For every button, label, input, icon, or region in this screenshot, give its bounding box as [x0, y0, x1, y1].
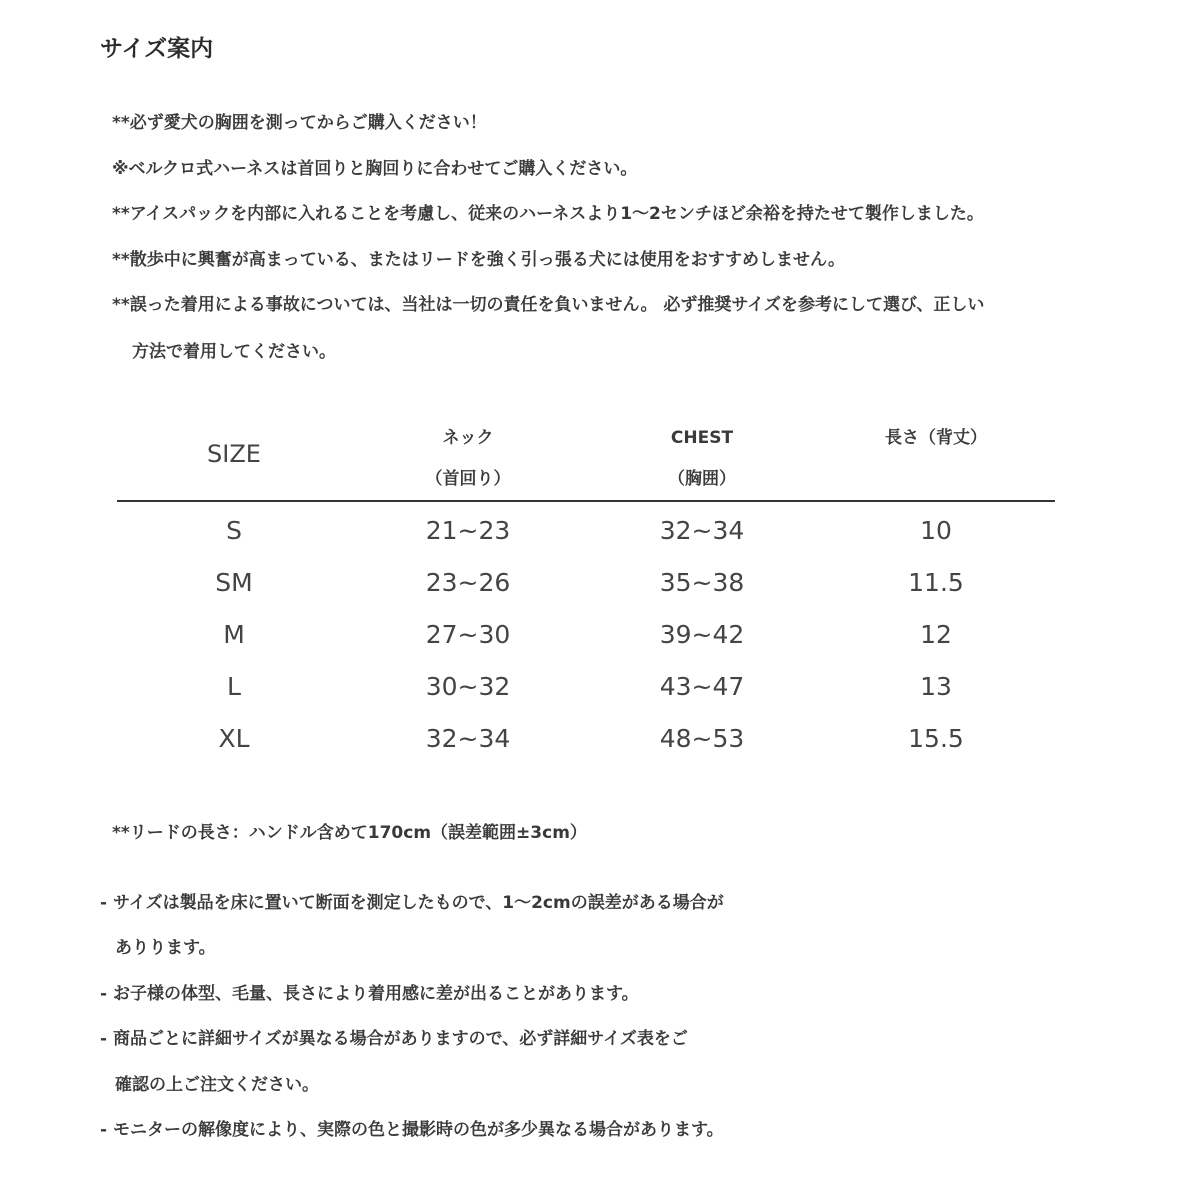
cell-size: S — [226, 515, 242, 545]
note-ice-pack: **アイスパックを内部に入れることを考慮し、従来のハーネスより1〜2センチほど余裕を持たせて製作しました。 — [112, 204, 984, 224]
cell-neck: 21~23 — [425, 515, 511, 545]
size-table-header — [117, 418, 1055, 502]
lead-length-note: **リードの長さ：ハンドル含めて170cm（誤差範囲±3cm） — [112, 823, 587, 843]
size-table-body — [117, 502, 1055, 764]
footer-note-detail-size-cont: 確認の上ご注文ください。 — [115, 1075, 319, 1095]
footer-note-detail-size: - 商品ごとに詳細サイズが異なる場合がありますので、必ず詳細サイズ表をご — [100, 1029, 688, 1049]
cell-chest: 43~47 — [659, 671, 745, 701]
header-size: SIZE — [207, 440, 261, 468]
header-chest-label: CHEST — [670, 428, 734, 448]
cell-size: M — [223, 619, 245, 649]
table-row — [117, 504, 1055, 556]
table-row — [117, 660, 1055, 712]
footer-note-measurement: - サイズは製品を床に置いて断面を測定したもので、1〜2cmの誤差がある場合が — [100, 893, 724, 913]
header-neck-sub: （首回り） — [425, 469, 511, 489]
cell-neck: 30~32 — [425, 671, 511, 701]
cell-neck: 32~34 — [425, 723, 511, 753]
table-row — [117, 712, 1055, 764]
header-chest — [585, 418, 819, 500]
footer-note-fit: - お子様の体型、毛量、長さにより着用感に差が出ることがあります。 — [100, 984, 639, 1004]
note-walk-excitement: **散歩中に興奮が高まっている、またはリードを強く引っ張る犬には使用をおすすめしません。 — [112, 250, 845, 270]
size-table — [117, 418, 1055, 764]
cell-neck: 23~26 — [425, 567, 511, 597]
footer-note-monitor-color: - モニターの解像度により、実際の色と撮影時の色が多少異なる場合があります。 — [100, 1120, 724, 1140]
header-length — [819, 418, 1053, 459]
header-length-label: 長さ（背丈） — [885, 428, 987, 448]
cell-size: L — [227, 671, 241, 701]
header-chest-sub: （胸囲） — [668, 469, 736, 489]
table-row — [117, 556, 1055, 608]
cell-chest: 48~53 — [659, 723, 745, 753]
cell-length: 10 — [920, 515, 952, 545]
cell-length: 15.5 — [908, 723, 964, 753]
header-neck — [351, 418, 585, 500]
note-velcro-harness: ※ベルクロ式ハーネスは首回りと胸回りに合わせてご購入ください。 — [112, 159, 638, 179]
cell-length: 11.5 — [908, 567, 964, 597]
note-liability: **誤った着用による事故については、当社は一切の責任を負いません。 必ず推奨サイズを参考にして選び、正しい — [112, 295, 985, 315]
note-liability-cont: 方法で着用してください。 — [132, 342, 336, 362]
footer-note-measurement-cont: ありります。 — [115, 938, 216, 958]
header-neck-label: ネック — [442, 428, 494, 448]
cell-chest: 35~38 — [659, 567, 745, 597]
cell-chest: 32~34 — [659, 515, 745, 545]
cell-length: 13 — [920, 671, 952, 701]
cell-neck: 27~30 — [425, 619, 511, 649]
cell-length: 12 — [920, 619, 952, 649]
cell-size: XL — [218, 723, 250, 753]
page-title: サイズ案内 — [100, 36, 214, 62]
cell-chest: 39~42 — [659, 619, 745, 649]
note-measure-chest: **必ず愛犬の胸囲を測ってからご購入ください！ — [112, 113, 487, 133]
cell-size: SM — [215, 567, 253, 597]
table-row — [117, 608, 1055, 660]
